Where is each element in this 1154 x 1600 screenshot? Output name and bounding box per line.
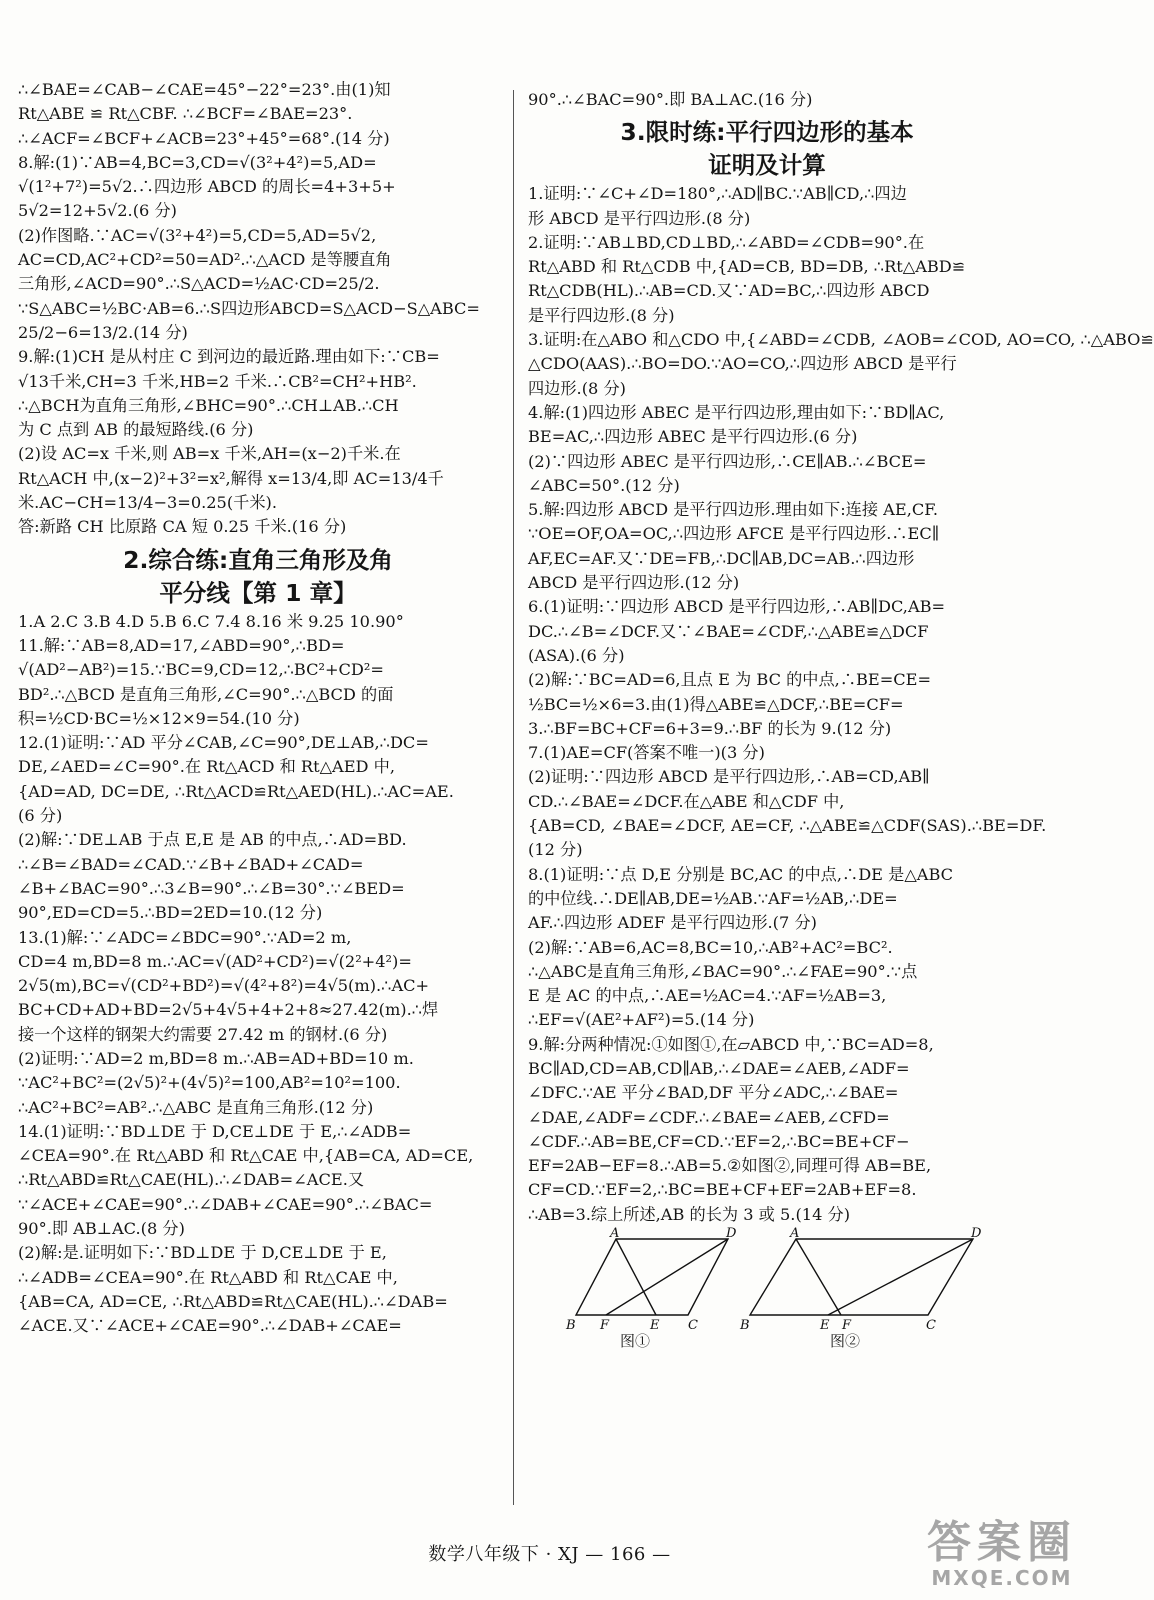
text-line: (2)解:∵BC=AD=6,且点 E 为 BC 的中点,∴BE=CE= [528,670,932,690]
text-line: 13.(1)解:∵∠ADC=∠BDC=90°.∵AD=2 m, [18,927,352,947]
text-line: (2)设 AC=x 千米,则 AB=x 千米,AH=(x−2)千米.在 [18,444,401,464]
text-line: ∴EF=√(AE²+AF²)=5.(14 分) [528,1010,755,1030]
fig1-label-e: E [650,1318,660,1334]
fig2-label-c: C [926,1318,936,1334]
text-line: 1.证明:∵∠C+∠D=180°,∴AD∥BC.∵AB∥CD,∴四边 [528,184,907,204]
fig2-label-f: F [842,1318,852,1334]
text-line: (2)证明:∵AD=2 m,BD=8 m.∴AB=AD+BD=10 m. [18,1048,414,1068]
fig1-label-b: B [566,1318,576,1334]
text-line: 2.证明:∵AB⊥BD,CD⊥BD,∴∠ABD=∠CDB=90°.在 [528,232,925,252]
text-line: (6 分) [18,806,63,826]
text-line: 90°,ED=CD=5.∴BD=2ED=10.(12 分) [18,903,323,923]
text-line: 14.(1)证明:∵BD⊥DE 于 D,CE⊥DE 于 E,∴∠ADB= [18,1121,412,1141]
text-line: {AD=AD, DC=DE, ∴Rt△ACD≌Rt△AED(HL).∴AC=AE. [18,781,454,801]
page-footer: 数学八年级下 · XJ — 166 — [428,1544,671,1565]
text-line: 接一个这样的钢架大约需要 27.42 m 的钢材.(6 分) [18,1024,388,1044]
section3-title-line2: 证明及计算 [708,151,826,180]
text-line: ∠DFC.∵AE 平分∠BAD,DF 平分∠ADC,∴∠BAE= [528,1083,899,1103]
text-line: ∵OE=OF,OA=OC,∴四边形 AFCE 是平行四边形.∴EC∥ [528,524,940,544]
text-line: 9.解:分两种情况:①如图①,在▱ABCD 中,∵BC=AD=8, [528,1034,934,1054]
text-line: △CDO(AAS).∴BO=DO.∵AO=CO,∴四边形 ABCD 是平行 [528,354,957,374]
text-line: E 是 AC 的中点,∴AE=½AC=4.∵AF=½AB=3, [528,986,887,1006]
text-line: BC+CD+AD+BD=2√5+4√5+4+2+8≈27.42(m).∴焊 [18,1000,439,1020]
text-line: (ASA).(6 分) [528,645,625,665]
fig2-label-a: A [790,1226,800,1242]
section3-title-line1: 3.限时练:平行四边形的基本 [620,118,914,147]
text-line: ∴AC²+BC²=AB².∴△ABC 是直角三角形.(12 分) [18,1097,374,1117]
text-line: 8.(1)证明:∵点 D,E 分别是 BC,AC 的中点,∴DE 是△ABC [528,864,954,884]
figures [528,1226,1006,1351]
text-line: 1.A 2.C 3.B 4.D 5.B 6.C 7.4 8.16 米 9.25 10.90° [18,611,404,631]
text-line: 11.解:∵AB=8,AD=17,∠ABD=90°,∴BD= [18,635,345,655]
text-line: ∠CEA=90°.在 Rt△ABD 和 Rt△CAE 中,{AB=CA, AD=CE, [18,1146,474,1166]
text-line: ∴∠ACF=∠BCF+∠ACB=23°+45°=68°.(14 分) [18,128,390,148]
fig1-label-f: F [600,1318,610,1334]
text-line: (2)解:∵AB=6,AC=8,BC=10,∴AB²+AC²=BC². [528,937,893,957]
text-line: ∵AC²+BC²=(2√5)²+(4√5)²=100,AB²=10²=100. [18,1073,401,1093]
text-line: 5√2=12+5√2.(6 分) [18,201,177,221]
figure-1-caption: 图① [620,1332,651,1351]
text-line: 5.解:四边形 ABCD 是平行四边形.理由如下:连接 AE,CF. [528,500,939,520]
text-line: AF,EC=AF.又∵DE=FB,∴DC∥AB,DC=AB.∴四边形 [528,548,915,568]
text-line: 4.解:(1)四边形 ABEC 是平行四边形,理由如下:∵BD∥AC, [528,402,945,422]
text-line: 8.解:(1)∵AB=4,BC=3,CD=√(3²+4²)=5,AD= [18,152,377,172]
text-line: {AB=CD, ∠BAE=∠DCF, AE=CF, ∴△ABE≌△CDF(SAS).∴BE=DF. [528,816,1047,836]
text-line: Rt△ACH 中,(x−2)²+3²=x²,解得 x=13/4,即 AC=13/4千 [18,468,444,488]
text-line: (12 分) [528,840,583,860]
text-line: ∠ABC=50°.(12 分) [528,475,680,495]
text-line: ∴∠BAE=∠CAB−∠CAE=45°−22°=23°.由(1)知 [18,80,391,99]
section2-title-line1: 2.综合练:直角三角形及角 [123,545,393,574]
text-line: 25/2−6=13/2.(14 分) [18,322,188,342]
text-line: ½BC=½×6=3.由(1)得△ABE≌△DCF,∴BE=CF= [528,694,904,714]
section2-title-line2: 平分线【第 1 章】 [159,578,357,607]
text-line: DC.∴∠B=∠DCF.又∵∠BAE=∠CDF,∴△ABE≌△DCF [528,621,929,641]
watermark [927,1517,1077,1590]
fig1-label-c: C [688,1318,698,1334]
text-line: Rt△ABE ≌ Rt△CBF. ∴∠BCF=∠BAE=23°. [18,104,353,124]
figure-1-parallelogram [558,1226,738,1334]
text-line: 的中位线.∴DE∥AB,DE=½AB.∵AF=½AB,∴DE= [528,888,898,908]
text-line: (2)∵四边形 ABEC 是平行四边形,∴CE∥AB.∴∠BCE= [528,451,927,471]
text-line: (2)解:∵DE⊥AB 于点 E,E 是 AB 的中点,∴AD=BD. [18,830,407,850]
text-line: 三角形,∠ACD=90°.∴S△ACD=½AC·CD=25/2. [18,274,380,294]
text-line: √(1²+7²)=5√2.∴四边形 ABCD 的周长=4+3+5+ [18,177,396,197]
text-line: CD.∴∠BAE=∠DCF.在△ABE 和△CDF 中, [528,791,845,811]
text-line: BE=AC,∴四边形 ABEC 是平行四边形.(6 分) [528,427,858,447]
text-line: BD².∴△BCD 是直角三角形,∠C=90°.∴△BCD 的面 [18,684,394,704]
fig2-label-d: D [971,1226,982,1242]
text-line: 为 C 点到 AB 的最短路线.(6 分) [18,420,254,440]
left-lines [18,78,498,540]
text-line: (2)作图略.∵AC=√(3²+4²)=5,CD=5,AD=5√2, [18,225,377,245]
text-line: {AB=CA, AD=CE, ∴Rt△ABD≌Rt△CAE(HL).∴∠DAB= [18,1291,448,1311]
text-line: Rt△CDB(HL).∴AB=CD.又∵AD=BC,∴四边形 ABCD [528,281,930,301]
text-line: ∵S△ABC=½BC·AB=6.∴S四边形ABCD=S△ACD−S△ABC= [18,298,480,318]
text-line: (2)解:是.证明如下:∵BD⊥DE 于 D,CE⊥DE 于 E, [18,1243,387,1263]
text-line: Rt△ABD 和 Rt△CDB 中,{AD=CB, BD=DB, ∴Rt△ABD≌ [528,257,966,277]
text-line: ABCD 是平行四边形.(12 分) [528,573,740,593]
text-line: DE,∠AED=∠C=90°.在 Rt△ACD 和 Rt△AED 中, [18,757,396,777]
text-line: (2)证明:∵四边形 ABCD 是平行四边形,∴AB=CD,AB∥ [528,767,930,787]
text-line: ∴△BCH为直角三角形,∠BHC=90°.∴CH⊥AB.∴CH [18,395,399,415]
text-line: ∴∠ADB=∠CEA=90°.在 Rt△ABD 和 Rt△CAE 中, [18,1267,398,1287]
watermark-url: MXQE.COM [931,1566,1073,1590]
text-line: 9.解:(1)CH 是从村庄 C 到河边的最近路.理由如下:∵CB= [18,347,440,367]
fig1-label-d: D [726,1226,737,1242]
text-line: EF=2AB−EF=8.∴AB=5.②如图②,同理可得 AB=BE, [528,1156,932,1176]
text-line: ∠DAE,∠ADF=∠CDF.∴∠BAE=∠AEB,∠CFD= [528,1107,890,1127]
fig2-label-e: E [820,1318,830,1334]
right-top-line: 90°.∴∠BAC=90°.即 BA⊥AC.(16 分) [528,90,813,109]
column-divider [513,90,514,1505]
text-line: √13千米,CH=3 千米,HB=2 千米.∴CB²=CH²+HB². [18,371,417,391]
left-column [18,78,498,1339]
text-line: CF=CD.∵EF=2,∴BC=BE+CF+EF=2AB+EF=8. [528,1180,917,1200]
text-line: 米.AC−CH=13/4−3=0.25(千米). [18,493,278,513]
text-line: ∴AB=3.综上所述,AB 的长为 3 或 5.(14 分) [528,1204,851,1224]
figure-2-caption: 图② [830,1332,861,1351]
text-line: ∠CDF.∴AB=BE,CF=CD.∵EF=2,∴BC=BE+CF− [528,1131,910,1151]
text-line: ∴∠B=∠BAD=∠CAD.∵∠B+∠BAD+∠CAD= [18,854,364,874]
text-line: 2√5(m),BC=√(CD²+BD²)=√(4²+8²)=4√5(m).∴AC+ [18,976,430,996]
section3-lines [528,182,1154,1227]
text-line: ∴△ABC是直角三角形,∠BAC=90°.∴∠FAE=90°.∵点 [528,961,918,981]
text-line: 答:新路 CH 比原路 CA 短 0.25 千米.(16 分) [18,517,347,537]
section2-lines [18,610,498,1339]
watermark-logo: 答案圈 [927,1517,1077,1568]
text-line: 7.(1)AE=CF(答案不唯一)(3 分) [528,743,765,763]
text-line: BC∥AD,CD=AB,CD∥AB,∴∠DAE=∠AEB,∠ADF= [528,1058,910,1078]
text-line: AC=CD,AC²+CD²=50=AD².∴△ACD 是等腰直角 [18,250,392,270]
text-line: ∠ACE.又∵∠ACE+∠CAE=90°.∴∠DAB+∠CAE= [18,1316,402,1336]
text-line: 3.证明:在△ABO 和△CDO 中,{∠ABD=∠CDB, ∠AOB=∠COD, AO=CO, ∴△ABO≌ [528,330,1154,350]
text-line: 12.(1)证明:∵AD 平分∠CAB,∠C=90°,DE⊥AB,∴DC= [18,733,429,753]
fig2-label-b: B [740,1318,750,1334]
text-line: 形 ABCD 是平行四边形.(8 分) [528,208,751,228]
text-line: CD=4 m,BD=8 m.∴AC=√(AD²+CD²)=√(2²+4²)= [18,951,412,971]
text-line: √(AD²−AB²)=15.∵BC=9,CD=12,∴BC²+CD²= [18,660,384,680]
text-line: AF.∴四边形 ADEF 是平行四边形.(7 分) [528,913,817,933]
text-line: ∠B+∠BAC=90°.∴3∠B=90°.∴∠B=30°.∵∠BED= [18,878,405,898]
right-column [528,88,1154,1351]
text-line: ∴Rt△ABD≌Rt△CAE(HL).∴∠DAB=∠ACE.又 [18,1170,365,1190]
text-line: 四边形.(8 分) [528,378,626,398]
text-line: ∵∠ACE+∠CAE=90°.∴∠DAB+∠CAE=90°.∴∠BAC= [18,1194,433,1214]
text-line: 是平行四边形.(8 分) [528,305,675,325]
text-line: 90°.即 AB⊥AC.(8 分) [18,1219,185,1239]
figure-2-parallelogram [738,1226,988,1334]
fig1-label-a: A [610,1226,620,1242]
text-line: 积=½CD·BC=½×12×9=54.(10 分) [18,708,300,728]
text-line: 6.(1)证明:∵四边形 ABCD 是平行四边形,∴AB∥DC,AB= [528,597,946,617]
text-line: 3.∴BF=BC+CF=6+3=9.∴BF 的长为 9.(12 分) [528,718,892,738]
